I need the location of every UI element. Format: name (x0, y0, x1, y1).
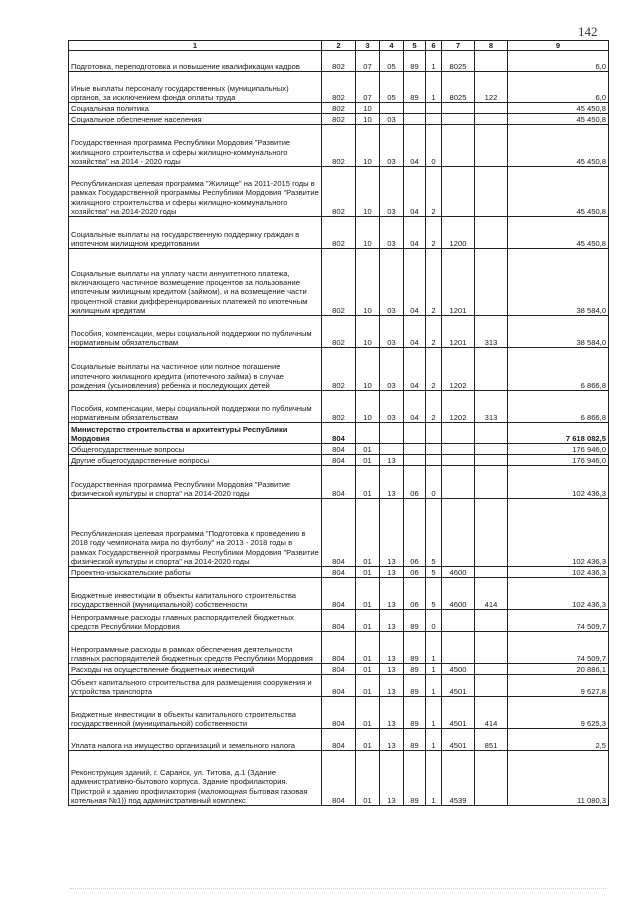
row-code-program: 89 (404, 751, 426, 806)
row-code-subprogram (426, 455, 442, 466)
row-code-program (404, 103, 426, 114)
row-amount: 45 450,8 (508, 114, 609, 125)
row-amount: 176 946,0 (508, 444, 609, 455)
row-code-subsection: 13 (380, 729, 404, 751)
row-code-expense-type (475, 751, 508, 806)
row-code-target (442, 444, 475, 455)
row-code-expense-type: 414 (475, 697, 508, 729)
row-code-subprogram: 2 (426, 348, 442, 391)
row-code-target (442, 610, 475, 632)
row-name: Государственная программа Республики Мордовия "Развитие жилищного строительства и сферы жилищно-коммунального хозяйства" на 2014 - 2020 годы (69, 125, 322, 167)
row-code-admin: 802 (322, 249, 356, 316)
row-code-admin: 804 (322, 697, 356, 729)
row-code-subsection: 13 (380, 499, 404, 567)
row-code-target (442, 455, 475, 466)
row-code-target: 4500 (442, 664, 475, 675)
row-code-admin: 804 (322, 632, 356, 664)
row-code-section: 01 (356, 455, 380, 466)
row-code-section (356, 423, 380, 444)
row-code-section: 10 (356, 249, 380, 316)
row-code-program: 04 (404, 391, 426, 423)
row-code-expense-type (475, 444, 508, 455)
row-code-subsection: 03 (380, 167, 404, 217)
row-code-admin: 804 (322, 423, 356, 444)
table-row (69, 567, 609, 578)
row-code-program: 06 (404, 567, 426, 578)
table-row (69, 114, 609, 125)
row-amount: 74 509,7 (508, 632, 609, 664)
row-code-admin: 804 (322, 675, 356, 697)
row-amount: 102 436,3 (508, 578, 609, 610)
row-code-admin: 802 (322, 114, 356, 125)
row-code-subprogram: 0 (426, 466, 442, 499)
row-code-section: 01 (356, 675, 380, 697)
row-code-section: 01 (356, 578, 380, 610)
row-code-expense-type: 851 (475, 729, 508, 751)
row-name: Пособия, компенсации, меры социальной поддержки по публичным нормативным обязательствам (69, 316, 322, 348)
row-code-target (442, 103, 475, 114)
row-amount: 6 866,8 (508, 348, 609, 391)
row-code-subprogram: 0 (426, 125, 442, 167)
row-code-section: 01 (356, 444, 380, 455)
row-code-target (442, 114, 475, 125)
row-code-program: 89 (404, 729, 426, 751)
row-code-target: 4539 (442, 751, 475, 806)
table-row (69, 391, 609, 423)
row-code-target: 4501 (442, 675, 475, 697)
row-amount: 6 866,8 (508, 391, 609, 423)
row-code-program (404, 444, 426, 455)
row-code-subprogram: 1 (426, 72, 442, 103)
row-code-subprogram: 1 (426, 751, 442, 806)
row-amount: 2,5 (508, 729, 609, 751)
row-amount: 38 584,0 (508, 316, 609, 348)
row-code-program: 04 (404, 217, 426, 249)
row-name: Объект капитального строительства для размещения сооружения и устройства транспорта (69, 675, 322, 697)
row-amount: 45 450,8 (508, 167, 609, 217)
row-code-admin: 802 (322, 125, 356, 167)
row-code-section: 01 (356, 751, 380, 806)
row-name: Проектно-изыскательские работы (69, 567, 322, 578)
row-code-admin: 804 (322, 466, 356, 499)
row-code-target (442, 167, 475, 217)
row-code-subprogram: 1 (426, 51, 442, 72)
row-name: Пособия, компенсации, меры социальной поддержки по публичным нормативным обязательствам (69, 391, 322, 423)
row-code-admin: 804 (322, 455, 356, 466)
column-header: 5 (404, 41, 426, 51)
row-name: Общегосударственные вопросы (69, 444, 322, 455)
table-row (69, 697, 609, 729)
row-name: Республиканская целевая программа "Подготовка к проведению в 2018 году чемпионата мира по футболу" на 2013 - 2018 годы в рамках Государственной программы Республики Мордовия "Развитие физической культуры и спорта" на 2014-2020 годы (69, 499, 322, 567)
row-code-subsection: 13 (380, 610, 404, 632)
row-code-subprogram: 1 (426, 697, 442, 729)
row-code-subsection: 13 (380, 455, 404, 466)
row-code-program: 04 (404, 125, 426, 167)
row-code-expense-type (475, 455, 508, 466)
row-code-subprogram: 5 (426, 578, 442, 610)
table-row (69, 578, 609, 610)
table-row (69, 51, 609, 72)
row-amount: 7 618 082,5 (508, 423, 609, 444)
row-code-subsection: 03 (380, 125, 404, 167)
row-code-target: 4600 (442, 567, 475, 578)
row-code-target (442, 423, 475, 444)
row-code-target (442, 632, 475, 664)
row-amount: 74 509,7 (508, 610, 609, 632)
table-row (69, 125, 609, 167)
row-code-section: 01 (356, 664, 380, 675)
row-code-expense-type: 414 (475, 578, 508, 610)
row-name: Социальные выплаты на уплату части аннуитетного платежа, включающего частичное возмещение процентов за пользование ипотечным жилищным кредитом (займом), и на возмещение части процентной ставки дифференцированных платежей по ипотечным жилищным кредитам (69, 249, 322, 316)
row-code-admin: 804 (322, 729, 356, 751)
table-row (69, 217, 609, 249)
row-code-expense-type (475, 632, 508, 664)
row-code-admin: 804 (322, 578, 356, 610)
row-code-program: 04 (404, 249, 426, 316)
row-name: Подготовка, переподготовка и повышение квалификации кадров (69, 51, 322, 72)
row-code-expense-type (475, 499, 508, 567)
row-name: Уплата налога на имущество организаций и земельного налога (69, 729, 322, 751)
row-code-expense-type (475, 567, 508, 578)
row-amount: 38 584,0 (508, 249, 609, 316)
row-code-expense-type (475, 167, 508, 217)
row-code-section: 01 (356, 697, 380, 729)
row-code-target: 4501 (442, 729, 475, 751)
row-code-admin: 802 (322, 72, 356, 103)
row-code-program: 89 (404, 72, 426, 103)
table-row (69, 466, 609, 499)
row-code-subprogram: 5 (426, 499, 442, 567)
row-amount: 45 450,8 (508, 217, 609, 249)
row-code-target: 1201 (442, 249, 475, 316)
row-code-section: 01 (356, 610, 380, 632)
row-code-subprogram (426, 103, 442, 114)
row-code-expense-type: 122 (475, 72, 508, 103)
row-name: Социальная политика (69, 103, 322, 114)
row-code-section: 10 (356, 217, 380, 249)
row-code-program: 89 (404, 697, 426, 729)
row-amount: 11 080,3 (508, 751, 609, 806)
row-code-admin: 802 (322, 348, 356, 391)
row-code-section: 10 (356, 114, 380, 125)
row-name: Республиканская целевая программа "Жилище" на 2011-2015 годы в рамках Государственной программы Республики Мордовия "Развитие жилищного строительства и сферы жилищно-коммунального хозяйства" на 2014-2020 годы (69, 167, 322, 217)
row-code-target (442, 125, 475, 167)
row-code-target (442, 499, 475, 567)
table-row (69, 72, 609, 103)
table-header-row (69, 41, 609, 51)
row-code-subsection: 03 (380, 249, 404, 316)
row-code-expense-type (475, 103, 508, 114)
row-code-section: 01 (356, 466, 380, 499)
row-code-section: 01 (356, 632, 380, 664)
table-row (69, 675, 609, 697)
row-code-expense-type (475, 125, 508, 167)
row-code-subsection: 05 (380, 51, 404, 72)
row-name: Другие общегосударственные вопросы (69, 455, 322, 466)
row-amount: 6,0 (508, 51, 609, 72)
row-name: Государственная программа Республики Мордовия "Развитие физической культуры и спорта" на 2014-2020 годы (69, 466, 322, 499)
column-header: 2 (322, 41, 356, 51)
row-code-expense-type (475, 675, 508, 697)
row-code-subprogram: 0 (426, 610, 442, 632)
row-code-subsection: 13 (380, 567, 404, 578)
page-number: 142 (578, 24, 598, 39)
row-code-section: 07 (356, 72, 380, 103)
row-code-subsection: 13 (380, 632, 404, 664)
row-code-expense-type (475, 249, 508, 316)
row-code-admin: 802 (322, 167, 356, 217)
column-header: 1 (69, 41, 322, 51)
table-row (69, 499, 609, 567)
row-code-target: 1202 (442, 348, 475, 391)
row-code-admin: 804 (322, 567, 356, 578)
row-code-admin: 804 (322, 499, 356, 567)
table-row (69, 455, 609, 466)
table-row (69, 751, 609, 806)
row-code-section: 10 (356, 316, 380, 348)
row-code-section: 10 (356, 125, 380, 167)
row-code-program: 04 (404, 316, 426, 348)
row-code-expense-type (475, 610, 508, 632)
column-header: 6 (426, 41, 442, 51)
row-code-subsection: 13 (380, 466, 404, 499)
column-header: 3 (356, 41, 380, 51)
row-code-subprogram: 2 (426, 167, 442, 217)
table-row (69, 729, 609, 751)
table-row (69, 103, 609, 114)
row-code-target: 1201 (442, 316, 475, 348)
row-code-program: 06 (404, 466, 426, 499)
row-code-program: 89 (404, 51, 426, 72)
row-code-program: 06 (404, 499, 426, 567)
table-row (69, 316, 609, 348)
row-code-section: 01 (356, 729, 380, 751)
row-code-subsection: 03 (380, 114, 404, 125)
row-code-subprogram: 2 (426, 316, 442, 348)
row-amount: 6,0 (508, 72, 609, 103)
row-name: Социальное обеспечение населения (69, 114, 322, 125)
row-code-subsection: 03 (380, 348, 404, 391)
row-code-section: 10 (356, 103, 380, 114)
table-row (69, 167, 609, 217)
row-amount: 20 886,1 (508, 664, 609, 675)
row-code-admin: 804 (322, 664, 356, 675)
row-code-subprogram: 2 (426, 249, 442, 316)
row-name: Расходы на осуществление бюджетных инвестиций (69, 664, 322, 675)
row-code-expense-type: 313 (475, 316, 508, 348)
row-code-program: 89 (404, 675, 426, 697)
row-code-subsection (380, 103, 404, 114)
column-header: 9 (508, 41, 609, 51)
row-code-admin: 804 (322, 610, 356, 632)
row-code-expense-type (475, 114, 508, 125)
row-code-subprogram: 2 (426, 217, 442, 249)
row-code-subsection: 13 (380, 697, 404, 729)
row-code-target: 8025 (442, 51, 475, 72)
row-name: Социальные выплаты на государственную поддержку граждан в ипотечном жилищном кредитовании (69, 217, 322, 249)
row-code-admin: 802 (322, 316, 356, 348)
row-code-section: 07 (356, 51, 380, 72)
row-code-admin: 802 (322, 391, 356, 423)
row-code-program: 04 (404, 167, 426, 217)
row-code-expense-type (475, 348, 508, 391)
row-name: Реконструкция зданий, г. Саранск, ул. Титова, д.1 (Здание административно-бытового корпуса. Здание профилактория. Пристрой к зданию профилактория (маломощная бытовая газовая котельная №1)) под административный комплекс (69, 751, 322, 806)
row-amount: 102 436,3 (508, 466, 609, 499)
row-name: Непрограммные расходы в рамках обеспечения деятельности главных распорядителей бюджетных средств Республики Мордовия (69, 632, 322, 664)
row-code-program: 89 (404, 664, 426, 675)
table-row (69, 348, 609, 391)
row-name: Иные выплаты персоналу государственных (муниципальных) органов, за исключением фонда оплаты труда (69, 72, 322, 103)
row-code-subsection (380, 444, 404, 455)
row-name: Социальные выплаты на частичное или полное погашение ипотечного жилищного кредита (ипотечного займа) в случае рождения (усыновления) ребенка и последующих детей (69, 348, 322, 391)
row-code-expense-type (475, 217, 508, 249)
row-amount: 102 436,3 (508, 499, 609, 567)
row-amount: 9 625,3 (508, 697, 609, 729)
column-header: 7 (442, 41, 475, 51)
row-code-expense-type: 313 (475, 391, 508, 423)
row-code-target: 8025 (442, 72, 475, 103)
row-code-subprogram (426, 444, 442, 455)
column-header: 8 (475, 41, 508, 51)
row-code-admin: 804 (322, 751, 356, 806)
table-row (69, 664, 609, 675)
table-row (69, 632, 609, 664)
row-code-subprogram: 1 (426, 729, 442, 751)
table-row (69, 249, 609, 316)
row-amount: 9 627,8 (508, 675, 609, 697)
row-code-program: 89 (404, 610, 426, 632)
table-row (69, 610, 609, 632)
row-code-admin: 804 (322, 444, 356, 455)
row-name: Министерство строительства и архитектуры Республики Мордовия (69, 423, 322, 444)
row-code-subprogram: 1 (426, 632, 442, 664)
row-name: Бюджетные инвестиции в объекты капитального строительства государственной (муниципальной) собственности (69, 697, 322, 729)
row-code-subprogram: 5 (426, 567, 442, 578)
budget-table (68, 40, 609, 806)
page-bottom-rule (70, 888, 606, 889)
row-code-subprogram: 1 (426, 664, 442, 675)
table-row (69, 444, 609, 455)
column-header: 4 (380, 41, 404, 51)
row-name: Бюджетные инвестиции в объекты капитального строительства государственной (муниципальной) собственности (69, 578, 322, 610)
row-code-expense-type (475, 466, 508, 499)
row-code-subsection: 13 (380, 751, 404, 806)
row-code-admin: 802 (322, 217, 356, 249)
row-amount: 176 946,0 (508, 455, 609, 466)
row-code-program: 04 (404, 348, 426, 391)
row-code-expense-type (475, 51, 508, 72)
row-amount: 45 450,8 (508, 103, 609, 114)
row-amount: 45 450,8 (508, 125, 609, 167)
table-row (69, 423, 609, 444)
row-code-program (404, 455, 426, 466)
row-code-subsection: 03 (380, 316, 404, 348)
row-code-section: 10 (356, 391, 380, 423)
row-code-subsection: 03 (380, 217, 404, 249)
row-code-program: 89 (404, 632, 426, 664)
row-code-subprogram (426, 114, 442, 125)
row-code-target: 1200 (442, 217, 475, 249)
row-code-subprogram: 1 (426, 675, 442, 697)
row-code-subsection: 13 (380, 578, 404, 610)
row-code-section: 01 (356, 567, 380, 578)
row-code-program (404, 114, 426, 125)
row-code-subsection: 03 (380, 391, 404, 423)
row-code-subsection (380, 423, 404, 444)
row-amount: 102 436,3 (508, 567, 609, 578)
row-code-target (442, 466, 475, 499)
row-code-subsection: 13 (380, 675, 404, 697)
row-code-target: 4501 (442, 697, 475, 729)
row-code-section: 10 (356, 167, 380, 217)
row-code-section: 01 (356, 499, 380, 567)
row-name: Непрограммные расходы главных распорядителей бюджетных средств Республики Мордовия (69, 610, 322, 632)
row-code-admin: 802 (322, 103, 356, 114)
row-code-expense-type (475, 423, 508, 444)
row-code-expense-type (475, 664, 508, 675)
row-code-admin: 802 (322, 51, 356, 72)
row-code-target: 4600 (442, 578, 475, 610)
row-code-subprogram: 2 (426, 391, 442, 423)
row-code-section: 10 (356, 348, 380, 391)
row-code-subsection: 05 (380, 72, 404, 103)
row-code-target: 1202 (442, 391, 475, 423)
row-code-program: 06 (404, 578, 426, 610)
row-code-subprogram (426, 423, 442, 444)
row-code-subsection: 13 (380, 664, 404, 675)
row-code-program (404, 423, 426, 444)
